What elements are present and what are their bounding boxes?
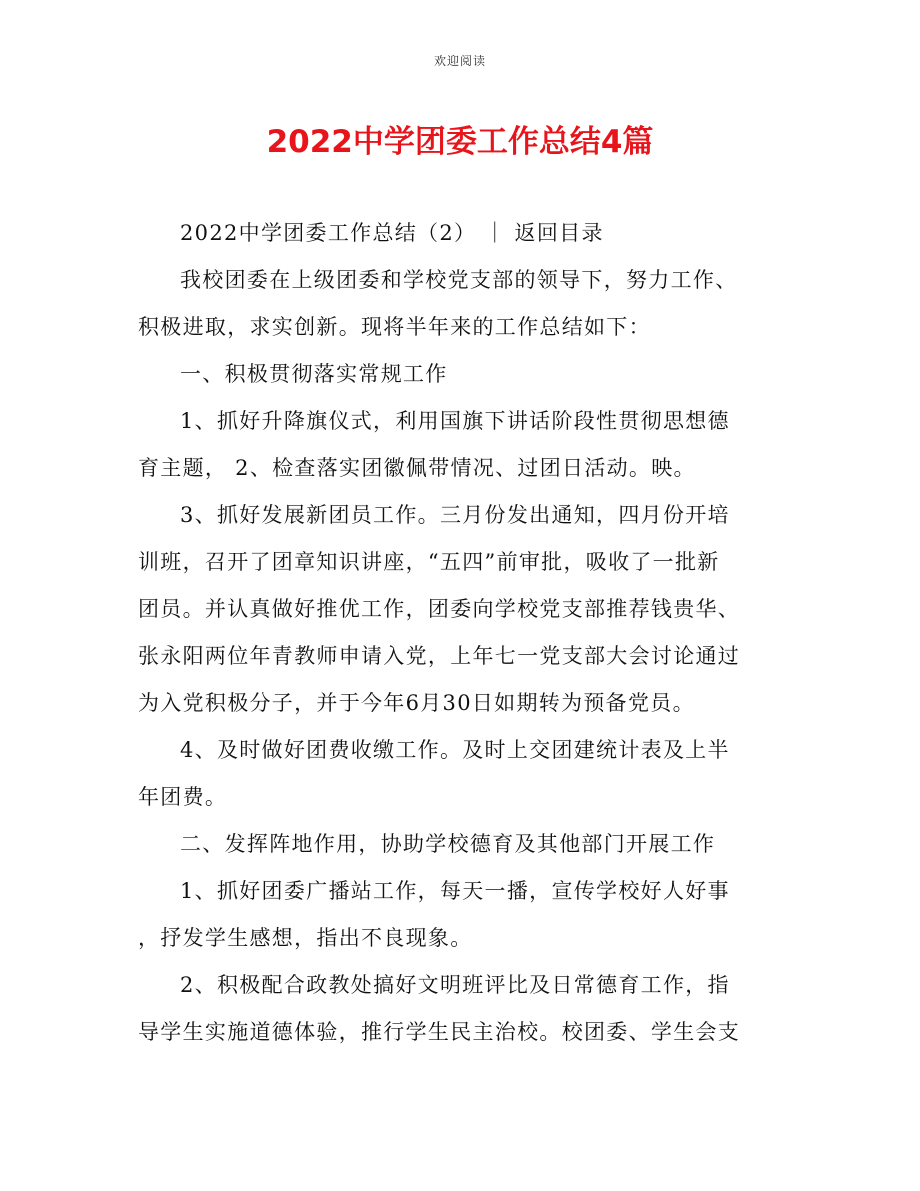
section-heading-1 xyxy=(138,351,786,398)
paragraph-item-3 xyxy=(138,492,786,727)
paragraph-toc-link xyxy=(138,210,786,257)
paragraph-item-broadcast xyxy=(138,868,786,962)
paragraph-line: ，抒发学生感想，指出不良现象。 xyxy=(138,926,473,950)
paragraph-line: 积极进取，求实创新。现将半年来的工作总结如下： xyxy=(138,315,651,339)
paragraph-line: 3、抓好发展新团员工作。三月份发出通知，四月份开培 xyxy=(180,503,730,527)
paragraph-line: 导学生实施道德体验，推行学生民主治校。校团委、学生会支 xyxy=(138,1020,741,1044)
paragraph-line: 1、抓好升降旗仪式，利用国旗下讲话阶段性贯彻思想德 xyxy=(180,409,730,433)
paragraph-line: 为入党积极分子，并于今年6月30日如期转为预备党员。 xyxy=(138,691,695,715)
paragraph-line: 1、抓好团委广播站工作，每天一播，宣传学校好人好事 xyxy=(180,879,730,903)
document-title: 2022中学团委工作总结4篇 xyxy=(266,124,654,160)
paragraph-line: 2、积极配合政教处搞好文明班评比及日常德育工作，指 xyxy=(180,973,730,997)
paragraph-item-4 xyxy=(138,727,786,821)
paragraph-line: 4、及时做好团费收缴工作。及时上交团建统计表及上半 xyxy=(180,738,730,762)
paragraph-item-cooperation xyxy=(138,962,786,1056)
paragraph-line: 团员。并认真做好推优工作，团委向学校党支部推荐钱贵华、 xyxy=(138,597,741,621)
section-heading-2 xyxy=(138,821,786,868)
paragraph-line: 张永阳两位年青教师申请入党，上年七一党支部大会讨论通过 xyxy=(138,644,741,668)
page-header: 欢迎阅读 xyxy=(433,54,486,68)
paragraph-line: 年团费。 xyxy=(138,785,228,809)
paragraph-line: 训班，召开了团章知识讲座，“五四”前审批，吸收了一批新 xyxy=(138,550,720,574)
paragraph-line: 2022中学团委工作总结（2） ｜ 返回目录 xyxy=(180,221,604,245)
paragraph-intro xyxy=(138,257,786,351)
paragraph-line: 二、发挥阵地作用，协助学校德育及其他部门开展工作 xyxy=(180,832,716,856)
paragraph-line: 育主题， 2、检查落实团徽佩带情况、过团日活动。映。 xyxy=(138,456,696,480)
paragraph-item-1 xyxy=(138,398,786,492)
document-body xyxy=(138,210,786,1056)
paragraph-line: 一、积极贯彻落实常规工作 xyxy=(180,362,448,386)
paragraph-line: 我校团委在上级团委和学校党支部的领导下，努力工作、 xyxy=(180,268,738,292)
